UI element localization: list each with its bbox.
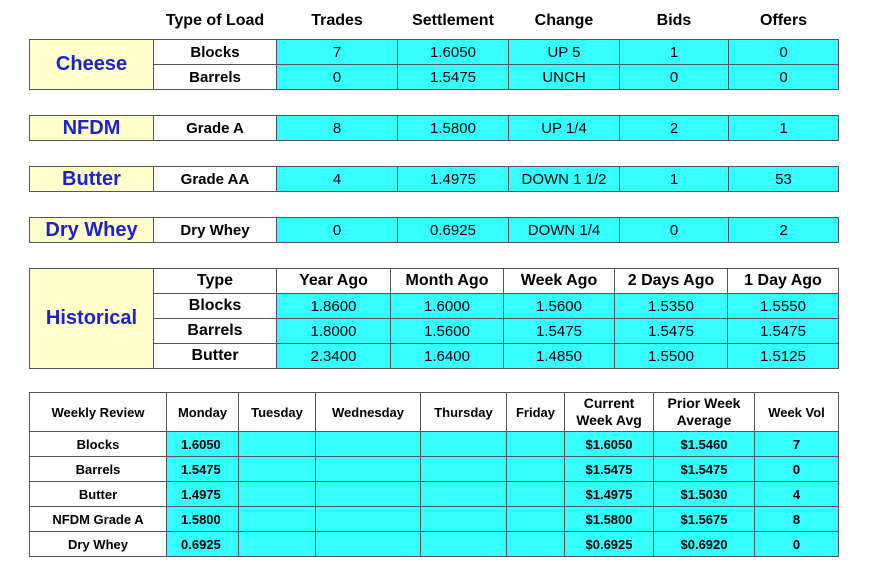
dry-whey-label: Dry Whey xyxy=(29,217,154,243)
weekly-cell-current-avg: $1.5475 xyxy=(564,456,654,482)
historical-cell: 1.5500 xyxy=(614,343,728,369)
weekly-cell-week-vol: 0 xyxy=(754,531,839,557)
historical-cell: 1.5475 xyxy=(503,318,615,344)
historical-label: Historical xyxy=(29,268,154,369)
weekly-cell-product: Butter xyxy=(29,481,167,507)
header-offers: Offers xyxy=(759,12,808,29)
weekly-cell-wednesday xyxy=(315,456,421,482)
butter-label: Butter xyxy=(29,166,154,192)
weekly-cell-tuesday xyxy=(238,431,316,457)
historical-header-1-day-ago: 1 Day Ago xyxy=(727,268,839,294)
weekly-cell-monday: 0.6925 xyxy=(166,531,239,557)
weekly-cell-thursday xyxy=(420,506,507,532)
dry-whey-change: DOWN 1/4 xyxy=(508,217,620,243)
weekly-header-prior-avg: Prior Week Average xyxy=(667,395,741,428)
weekly-cell-current-avg: $0.6925 xyxy=(564,531,654,557)
historical-cell: 1.5475 xyxy=(727,318,839,344)
weekly-cell-prior-avg: $0.6920 xyxy=(653,531,755,557)
weekly-cell-prior-avg: $1.5475 xyxy=(653,456,755,482)
historical-cell: 1.6000 xyxy=(390,293,504,319)
historical-cell: 1.5350 xyxy=(614,293,728,319)
historical-header-week-ago: Week Ago xyxy=(503,268,615,294)
nfdm-label: NFDM xyxy=(29,115,154,141)
weekly-cell-week-vol: 8 xyxy=(754,506,839,532)
weekly-cell-friday xyxy=(506,431,565,457)
historical-row-type: Blocks xyxy=(153,293,277,319)
historical-header-month-ago: Month Ago xyxy=(390,268,504,294)
nfdm-bids: 2 xyxy=(619,115,729,141)
historical-cell: 1.5475 xyxy=(614,318,728,344)
weekly-header-current-avg-cell xyxy=(564,392,654,432)
weekly-cell-current-avg: $1.6050 xyxy=(564,431,654,457)
weekly-header-current-avg: Current Week Avg xyxy=(576,395,642,428)
historical-row-type: Butter xyxy=(153,343,277,369)
nfdm-change: UP 1/4 xyxy=(508,115,620,141)
historical-header-2-days-ago: 2 Days Ago xyxy=(614,268,728,294)
cheese-blocks-bids: 1 xyxy=(619,39,729,65)
butter-type: Grade AA xyxy=(153,166,277,192)
weekly-cell-tuesday xyxy=(238,481,316,507)
dry-whey-trades: 0 xyxy=(276,217,398,243)
historical-cell: 1.8000 xyxy=(276,318,391,344)
cheese-blocks-trades: 7 xyxy=(276,39,398,65)
cheese-blocks-type: Blocks xyxy=(153,39,277,65)
weekly-cell-week-vol: 7 xyxy=(754,431,839,457)
weekly-cell-monday: 1.6050 xyxy=(166,431,239,457)
weekly-cell-monday: 1.4975 xyxy=(166,481,239,507)
header-type-of-load: Type of Load xyxy=(165,12,265,29)
nfdm-trades: 8 xyxy=(276,115,398,141)
historical-cell: 2.3400 xyxy=(276,343,391,369)
dry-whey-offers: 2 xyxy=(728,217,839,243)
weekly-cell-friday xyxy=(506,531,565,557)
historical-header-type: Type xyxy=(153,268,277,294)
historical-cell: 1.5600 xyxy=(390,318,504,344)
historical-cell: 1.5125 xyxy=(727,343,839,369)
nfdm-settlement: 1.5800 xyxy=(397,115,509,141)
weekly-cell-product: Dry Whey xyxy=(29,531,167,557)
historical-row-type: Barrels xyxy=(153,318,277,344)
nfdm-type: Grade A xyxy=(153,115,277,141)
cheese-barrels-settlement: 1.5475 xyxy=(397,64,509,90)
cheese-barrels-bids: 0 xyxy=(619,64,729,90)
weekly-cell-wednesday xyxy=(315,506,421,532)
cheese-barrels-type: Barrels xyxy=(153,64,277,90)
weekly-header-tuesday: Tuesday xyxy=(238,392,316,432)
historical-cell: 1.6400 xyxy=(390,343,504,369)
historical-cell: 1.4850 xyxy=(503,343,615,369)
cheese-barrels-change: UNCH xyxy=(508,64,620,90)
weekly-cell-friday xyxy=(506,506,565,532)
header-bids: Bids xyxy=(656,12,692,29)
weekly-cell-thursday xyxy=(420,481,507,507)
dry-whey-bids: 0 xyxy=(619,217,729,243)
weekly-cell-prior-avg: $1.5030 xyxy=(653,481,755,507)
weekly-cell-thursday xyxy=(420,531,507,557)
historical-cell: 1.5550 xyxy=(727,293,839,319)
cheese-blocks-change: UP 5 xyxy=(508,39,620,65)
weekly-cell-tuesday xyxy=(238,456,316,482)
weekly-header-thursday: Thursday xyxy=(420,392,507,432)
historical-cell: 1.5600 xyxy=(503,293,615,319)
weekly-cell-prior-avg: $1.5675 xyxy=(653,506,755,532)
butter-bids: 1 xyxy=(619,166,729,192)
weekly-header-week-vol: Week Vol xyxy=(754,392,839,432)
header-settlement: Settlement xyxy=(412,12,494,29)
cheese-blocks-offers: 0 xyxy=(728,39,839,65)
weekly-cell-monday: 1.5800 xyxy=(166,506,239,532)
weekly-cell-product: NFDM Grade A xyxy=(29,506,167,532)
historical-header-year-ago: Year Ago xyxy=(276,268,391,294)
weekly-cell-current-avg: $1.4975 xyxy=(564,481,654,507)
weekly-cell-product: Blocks xyxy=(29,431,167,457)
dry-whey-type: Dry Whey xyxy=(153,217,277,243)
weekly-header-prior-avg-cell xyxy=(653,392,755,432)
weekly-header-review: Weekly Review xyxy=(29,392,167,432)
weekly-cell-tuesday xyxy=(238,531,316,557)
weekly-header-monday: Monday xyxy=(166,392,239,432)
weekly-cell-thursday xyxy=(420,431,507,457)
weekly-cell-friday xyxy=(506,481,565,507)
cheese-label: Cheese xyxy=(29,39,154,90)
weekly-cell-week-vol: 4 xyxy=(754,481,839,507)
nfdm-offers: 1 xyxy=(728,115,839,141)
weekly-header-wednesday: Wednesday xyxy=(315,392,421,432)
butter-trades: 4 xyxy=(276,166,398,192)
weekly-cell-wednesday xyxy=(315,531,421,557)
weekly-cell-wednesday xyxy=(315,431,421,457)
weekly-cell-wednesday xyxy=(315,481,421,507)
butter-change: DOWN 1 1/2 xyxy=(508,166,620,192)
cheese-barrels-trades: 0 xyxy=(276,64,398,90)
weekly-cell-current-avg: $1.5800 xyxy=(564,506,654,532)
weekly-cell-week-vol: 0 xyxy=(754,456,839,482)
weekly-cell-tuesday xyxy=(238,506,316,532)
header-change: Change xyxy=(534,12,594,29)
weekly-cell-friday xyxy=(506,456,565,482)
weekly-cell-prior-avg: $1.5460 xyxy=(653,431,755,457)
weekly-cell-thursday xyxy=(420,456,507,482)
butter-settlement: 1.4975 xyxy=(397,166,509,192)
weekly-cell-monday: 1.5475 xyxy=(166,456,239,482)
weekly-cell-product: Barrels xyxy=(29,456,167,482)
cheese-barrels-offers: 0 xyxy=(728,64,839,90)
dry-whey-settlement: 0.6925 xyxy=(397,217,509,243)
header-trades: Trades xyxy=(311,12,363,29)
butter-offers: 53 xyxy=(728,166,839,192)
weekly-header-friday: Friday xyxy=(506,392,565,432)
historical-cell: 1.8600 xyxy=(276,293,391,319)
cheese-blocks-settlement: 1.6050 xyxy=(397,39,509,65)
